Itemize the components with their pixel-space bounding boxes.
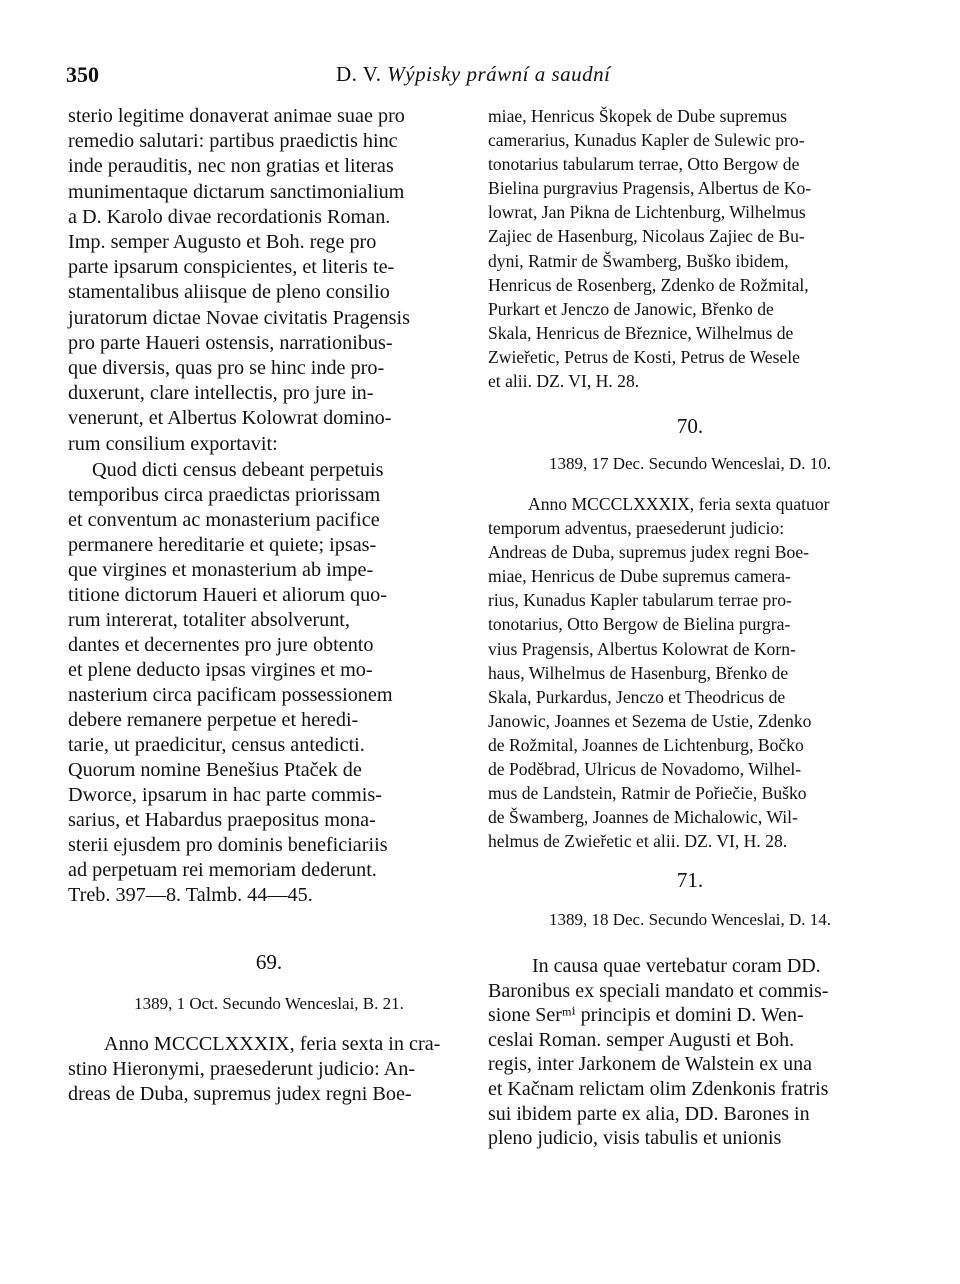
text-line: que virgines et monasterium ab impe- <box>68 559 374 581</box>
text-line: Quorum nomine Benešius Ptaček de <box>68 759 362 781</box>
text-line: Anno MCCCLXXXIX, feria sexta in cra- <box>104 1033 441 1055</box>
text-line: tonotarius tabularum terrae, Otto Bergow de <box>488 154 800 175</box>
text-line: mus de Landstein, Ratmir de Pořiečie, Buško <box>488 783 807 804</box>
text-line: temporibus circa praedictas priorissam <box>68 484 381 506</box>
text-line: Purkart et Jenczo de Janowic, Břenko de <box>488 298 774 319</box>
text-line: parte ipsarum conspicientes, et literis te- <box>68 256 395 279</box>
text-line: helmus de Zwieřetic et alii. DZ. VI, H. 28. <box>488 831 788 852</box>
text-line: a D. Karolo divae recordationis Roman. <box>68 205 391 228</box>
text-line: de Rožmital, Joannes de Lichtenburg, Bočko <box>488 734 804 755</box>
section-label: D. V. <box>336 62 382 86</box>
text-line: stino Hieronymi, praesederunt judicio: An- <box>68 1058 416 1081</box>
text-line: Quod dicti census debeant perpetuis <box>92 459 384 481</box>
text-line: dyni, Ratmir de Šwamberg, Buško ibidem, <box>488 250 789 271</box>
text-line: sione Serᵐⁱ principis et domini D. Wen- <box>488 1004 804 1027</box>
text-line: Skala, Henricus de Březnice, Wilhelmus de <box>488 322 794 343</box>
text-line: et alii. DZ. VI, H. 28. <box>488 371 640 392</box>
text-line: vius Pragensis, Albertus Kolowrat de Korn- <box>488 638 796 659</box>
text-line: juratorum dictae Novae civitatis Pragensis <box>68 306 410 329</box>
text-line: Andreas de Duba, supremus judex regni Boe- <box>488 542 810 563</box>
text-line: venerunt, et Albertus Kolowrat domino- <box>68 407 392 430</box>
text-line: ad perpetuam rei memoriam dederunt. <box>68 859 377 881</box>
text-line: rum consilium exportavit: <box>68 432 278 455</box>
text-line: rum intererat, totaliter absolverunt, <box>68 609 350 631</box>
text-line: Anno MCCCLXXXIX, feria sexta quatuor <box>528 494 830 514</box>
text-line: Henricus de Rosenberg, Zdenko de Rožmital, <box>488 274 809 295</box>
text-line: lowrat, Jan Pikna de Lichtenburg, Wilhelmus <box>488 202 806 223</box>
text-line: tonotarius, Otto Bergow de Bielina purgra- <box>488 614 791 635</box>
doc-70-date: 1389, 17 Dec. Secundo Wenceslai, D. 10. <box>548 454 832 473</box>
text-line: miae, Henricus Škopek de Dube supremus <box>488 106 788 126</box>
doc-71-number: 71. <box>676 868 704 892</box>
text-line: sterio legitime donaverat animae suae pro <box>68 105 405 127</box>
text-line: camerarius, Kunadus Kapler de Sulewic pro- <box>488 130 805 151</box>
right-column <box>488 104 892 1151</box>
text-line: ceslai Roman. semper Augusti et Boh. <box>488 1028 795 1051</box>
text-line: pleno judicio, visis tabulis et unionis <box>488 1127 782 1150</box>
doc-69-number: 69. <box>255 950 283 974</box>
doc-71-text <box>488 954 892 1151</box>
doc-71-date: 1389, 18 Dec. Secundo Wenceslai, D. 14. <box>548 910 832 929</box>
text-line: dantes et decernentes pro jure obtento <box>68 634 374 656</box>
text-line: debere remanere perpetue et heredi- <box>68 709 359 731</box>
text-line: stamentalibus aliisque de pleno consilio <box>68 281 390 304</box>
doc-69-text <box>68 1032 470 1108</box>
text-line: haus, Wilhelmus de Hasenburg, Břenko de <box>488 662 789 683</box>
text-line: remedio salutari: partibus praedictis hinc <box>68 130 398 153</box>
text-line: Treb. 397—8. Talmb. 44—45. <box>68 884 313 906</box>
text-line: sui ibidem parte ex alia, DD. Barones in <box>488 1102 810 1125</box>
text-line: rius, Kunadus Kapler tabularum terrae pro- <box>488 590 792 611</box>
right-paragraph-1 <box>488 104 892 396</box>
text-line: Zwieřetic, Petrus de Kosti, Petrus de Wesele <box>488 346 800 367</box>
text-line: titione dictorum Haueri et aliorum quo- <box>68 584 387 606</box>
text-line: pro parte Haueri ostensis, narrationibus- <box>68 331 393 354</box>
text-line: et Kačnam relictam olim Zdenkonis fratris <box>488 1077 829 1100</box>
text-line: de Šwamberg, Joannes de Michalowic, Wil- <box>488 807 798 828</box>
text-line: Bielina purgravius Pragensis, Albertus de Ko- <box>488 178 812 199</box>
left-column <box>68 104 470 1108</box>
text-line: munimentaque dictarum sanctimonialium <box>68 180 405 203</box>
text-line: tarie, ut praedicitur, census antedicti. <box>68 734 365 756</box>
text-line: dreas de Duba, supremus judex regni Boe- <box>68 1083 412 1106</box>
text-line: et plene deducto ipsas virgines et mo- <box>68 659 373 681</box>
text-line: Janowic, Joannes et Sezema de Ustie, Zdenko <box>488 710 812 731</box>
left-paragraph-2 <box>68 458 470 928</box>
left-paragraph-1 <box>68 104 470 458</box>
doc-69-date: 1389, 1 Oct. Secundo Wenceslai, B. 21. <box>134 994 404 1013</box>
text-line: permanere hereditarie et quiete; ipsas- <box>68 534 377 556</box>
text-line: Imp. semper Augusto et Boh. rege pro <box>68 231 377 254</box>
doc-70-text <box>488 492 892 854</box>
text-line: nasterium circa pacificam possessionem <box>68 684 393 706</box>
doc-70-number: 70. <box>676 414 704 438</box>
text-line: inde perauditis, nec non gratias et literas <box>68 155 394 178</box>
text-line: Baronibus ex speciali mandato et commis- <box>488 979 829 1002</box>
text-line: regis, inter Jarkonem de Walstein ex una <box>488 1053 813 1076</box>
text-line: sarius, et Habardus praepositus mona- <box>68 809 376 831</box>
text-line: temporum adventus, praesederunt judicio: <box>488 518 785 539</box>
text-line: Skala, Purkardus, Jenczo et Theodricus de <box>488 686 786 707</box>
text-line: duxerunt, clare intellectis, pro jure in- <box>68 382 374 405</box>
text-line: In causa quae vertebatur coram DD. <box>532 955 821 977</box>
text-line: Zajiec de Hasenburg, Nicolaus Zajiec de Bu- <box>488 226 805 247</box>
text-line: de Poděbrad, Ulricus de Novadomo, Wilhel- <box>488 759 802 780</box>
book-title: Wýpisky práwní a saudní <box>387 62 611 86</box>
page-number: 350 <box>66 62 99 87</box>
running-header <box>66 62 896 92</box>
text-line: Dworce, ipsarum in hac parte commis- <box>68 784 382 806</box>
text-line: que diversis, quas pro se hinc inde pro- <box>68 357 385 380</box>
running-title <box>336 62 610 87</box>
text-line: miae, Henricus de Dube supremus camera- <box>488 566 791 587</box>
text-line: et conventum ac monasterium pacifice <box>68 509 380 531</box>
text-line: sterii ejusdem pro dominis beneficiariis <box>68 834 388 856</box>
